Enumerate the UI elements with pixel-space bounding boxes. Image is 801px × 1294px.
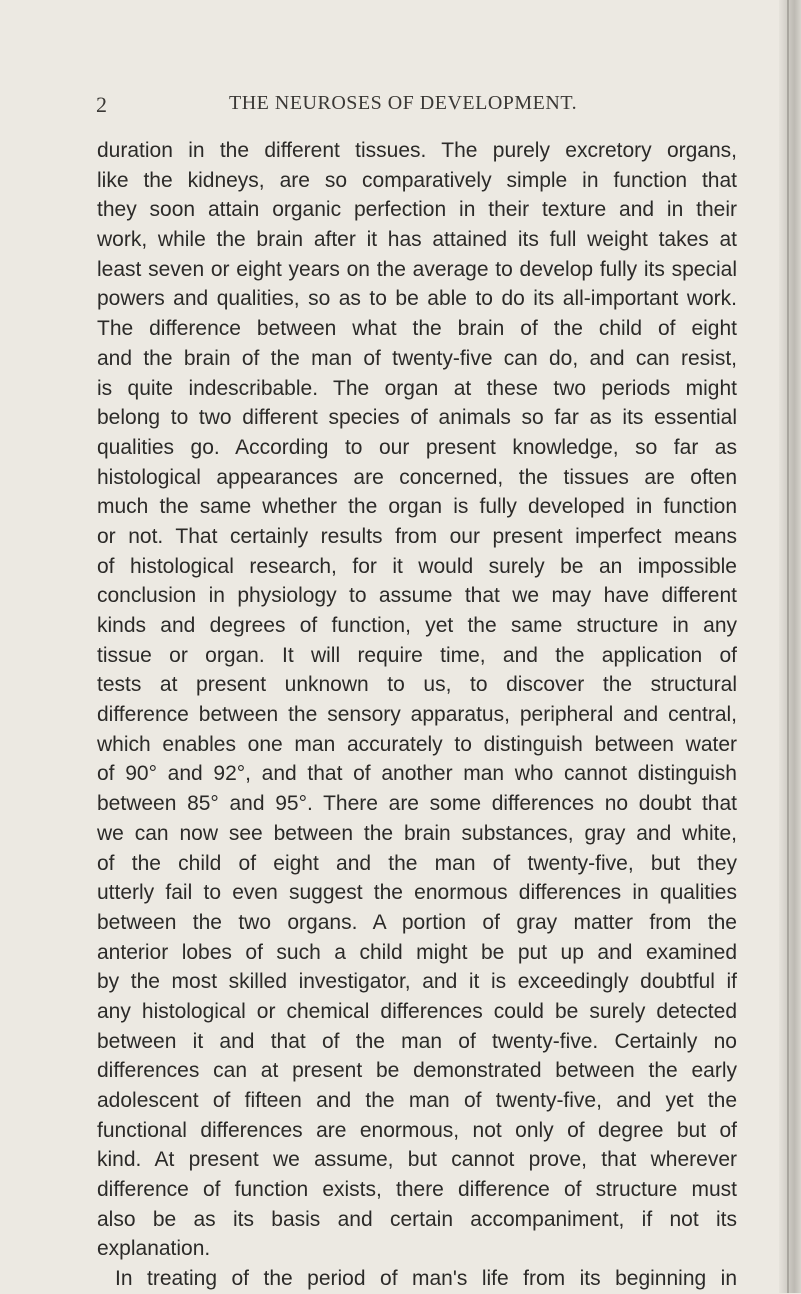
text-line: which enables one man accurately to distinguish between water [97,732,737,756]
text-line: or not. That certainly results from our present imperfect means [97,524,737,548]
text-line: utterly fail to even suggest the enormous differences in qualities [97,881,737,905]
text-line: we can now see between the brain substances, gray and white, [97,821,737,845]
text-line: of 90° and 92°, and that of another man who cannot distinguish [97,762,737,786]
text-line: least seven or eight years on the average to develop fully its special [97,257,737,281]
body-paragraph [97,136,737,1294]
page-header [96,92,726,122]
text-line: between it and that of the man of twenty-five. Certainly no [97,1029,737,1053]
text-line: kinds and degrees of function, yet the same structure in any [97,614,737,637]
text-line: difference between the sensory apparatus, peripheral and central, [97,703,737,727]
text-line: and the brain of the man of twenty-five can do, and can resist, [97,346,737,370]
text-line: they soon attain organic perfection in their texture and in their [97,198,737,222]
text-line: like the kidneys, are so comparatively simple in function that [97,168,737,192]
text-line: work, while the brain after it has attained its full weight takes at [97,228,737,252]
text-line: kind. At present we assume, but cannot prove, that wherever [97,1148,737,1172]
text-line: is quite indescribable. The organ at these two periods might [97,376,737,400]
text-line: by the most skilled investigator, and it is exceedingly doubtful if [97,970,737,994]
text-line: qualities go. According to our present knowledge, so far as [97,435,737,459]
text-line: histological appearances are concerned, the tissues are often [97,465,737,489]
text-line: differences can at present be demonstrated between the early [97,1059,737,1083]
text-line: In treating of the period of man's life from its beginning in [115,1267,737,1291]
text-line: tests at present unknown to us, to discover the structural [97,673,737,697]
text-line: much the same whether the organ is fully developed in function [97,495,737,519]
text-line: anterior lobes of such a child might be put up and examined [97,940,737,964]
text-line: The difference between what the brain of the child of eight [97,317,737,341]
text-line: difference of function exists, there difference of structure must [97,1178,737,1202]
text-line: any histological or chemical differences could be surely detected [97,999,737,1023]
text-line: of the child of eight and the man of twenty-five, but they [97,851,737,875]
page-edge-shadow [779,0,801,1293]
text-line: tissue or organ. It will require time, and the application of [97,643,737,667]
text-line: between the two organs. A portion of gray matter from the [97,910,737,934]
text-line: duration in the different tissues. The purely excretory organs, [97,139,737,162]
text-line: powers and qualities, so as to be able to do its all-important work. [97,287,737,311]
text-line: belong to two different species of animals so far as its essential [97,406,737,430]
text-line: adolescent of fifteen and the man of twenty-five, and yet the [97,1089,737,1112]
text-line: functional differences are enormous, not only of degree but of [97,1118,737,1142]
text-line: conclusion in physiology to assume that we may have different [97,584,737,608]
text-line: between 85° and 95°. There are some differences no doubt that [97,792,737,816]
text-line: also be as its basis and certain accompaniment, if not its [97,1207,737,1231]
text-line: of histological research, for it would surely be an impossible [97,554,737,578]
page-edge-line [787,0,789,1293]
page-number: 2 [96,92,107,117]
text-line: explanation. [97,1237,211,1261]
running-title: THE NEUROSES OF DEVELOPMENT. [229,92,578,114]
